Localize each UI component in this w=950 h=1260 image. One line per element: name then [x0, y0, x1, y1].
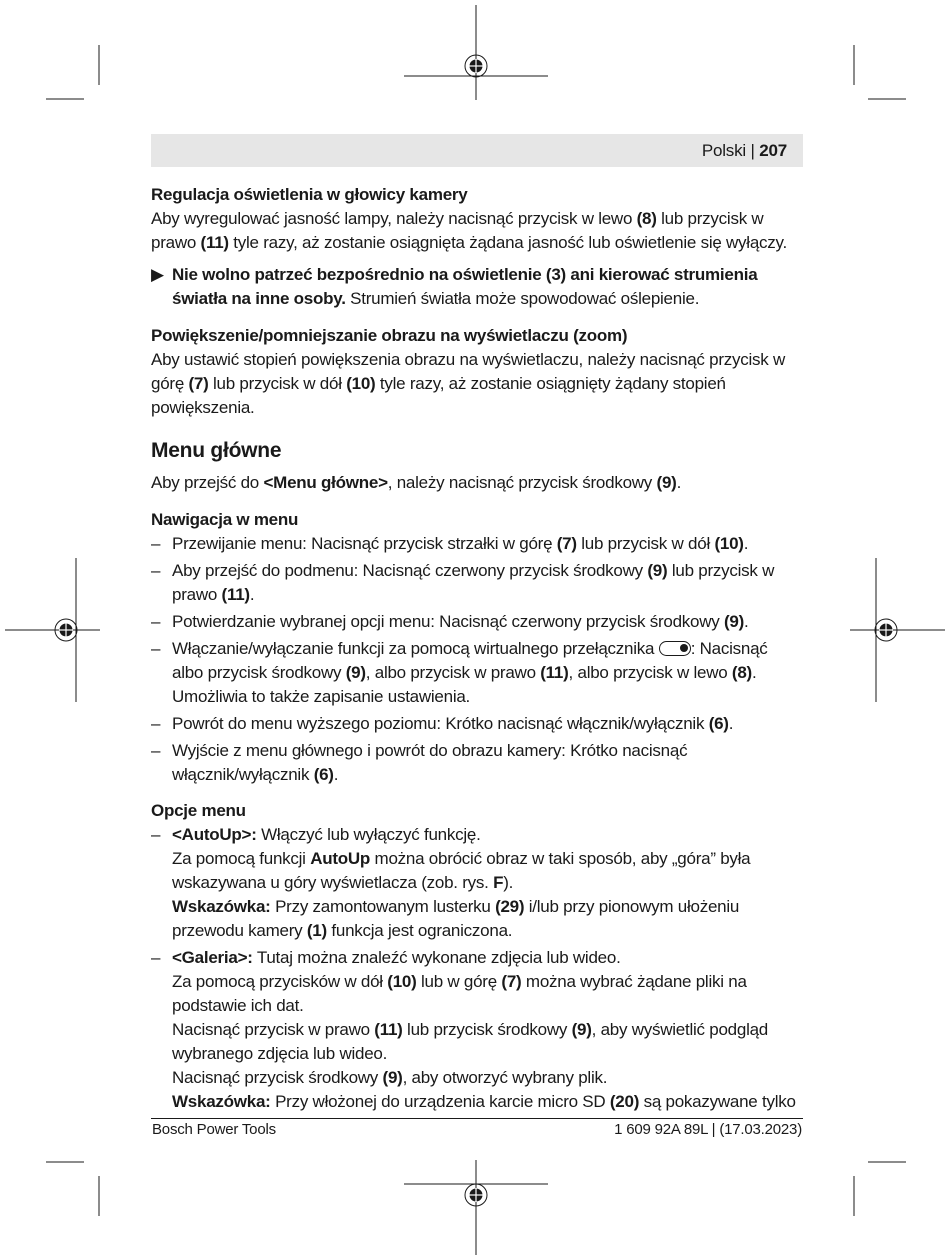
warning-text: Strumień światła może spowodować oślepienie.	[345, 289, 700, 308]
list-item: – Wyjście z menu głównego i powrót do obrazu kamery: Krótko nacisnąć włącznik/wyłącznik (6).	[151, 741, 688, 784]
list-item: – Włączanie/wyłączanie funkcji za pomocą wirtualnego przełącznika : Nacisnąć albo przycisk środkowy (9), albo przycisk w prawo (11), albo przycisk w lewo (8). Umożliwia to także zapisanie ustawienia.	[151, 639, 768, 706]
page-header-text	[702, 141, 787, 161]
header-language: Polski	[701, 141, 746, 160]
toggle-switch-icon	[659, 641, 691, 656]
list-item-autoup: – <AutoUp>: Włączyć lub wyłączyć funkcję. Za pomocą funkcji AutoUp można obrócić obraz w taki sposób, aby „góra” była wskazywana u góry wyświetlacza (zob. rys. F). Wskazówka: Przy zamontowanym lusterku (29) i/lub przy pionowym ułożeniu przewodu kamery (1) funkcja jest ograniczona.	[151, 825, 751, 940]
list-item: – Potwierdzanie wybranej opcji menu: Nacisnąć czerwony przycisk środkowy (9).	[151, 612, 749, 631]
footer-document-id: 1 609 92A 89L | (17.03.2023)	[614, 1121, 802, 1138]
section-heading-main-menu: Menu główne	[151, 439, 282, 462]
paragraph-zoom: Aby ustawić stopień powiększenia obrazu na wyświetlaczu, należy nacisnąć przycisk w górę (7) lub przycisk w dół (10) tyle razy, aż zostanie osiągnięty żądany stopień powiększenia.	[151, 350, 786, 417]
section-heading-options: Opcje menu	[151, 801, 246, 820]
page-number: 207	[759, 141, 787, 160]
footer-divider	[151, 1118, 803, 1119]
paragraph-main-menu: Aby przejść do <Menu główne>, należy nacisnąć przycisk środkowy (9).	[151, 473, 682, 492]
warning-arrow-icon: ▶	[151, 265, 164, 284]
list-item-gallery: – <Galeria>: Tutaj można znaleźć wykonane zdjęcia lub wideo. Za pomocą przycisków w dół (10) lub w górę (7) można wybrać żądane pliki na podstawie ich dat. Nacisnąć przycisk w prawo (11) lub przycisk środkowy (9), aby wyświetlić podgląd wybranego zdjęcia lub wideo. Nacisnąć przycisk środkowy (9), aby otworzyć wybrany plik. Wskazówka: Przy włożonej do urządzenia karcie micro SD (20) są pokazywane tylko	[151, 948, 796, 1111]
footer-brand: Bosch Power Tools	[152, 1121, 276, 1138]
warning-note	[151, 263, 803, 311]
paragraph-lighting: Aby wyregulować jasność lampy, należy nacisnąć przycisk w lewo (8) lub przycisk w prawo (11) tyle razy, aż zostanie osiągnięta żądana jasność lub oświetlenie się wyłączy.	[151, 209, 787, 252]
list-item: – Przewijanie menu: Nacisnąć przycisk strzałki w górę (7) lub przycisk w dół (10).	[151, 534, 749, 553]
page-body	[151, 183, 803, 1117]
section-heading-zoom: Powiększenie/pomniejszanie obrazu na wyświetlaczu (zoom)	[151, 326, 628, 345]
section-heading-lighting: Regulacja oświetlenia w głowicy kamery	[151, 185, 468, 204]
list-item: – Powrót do menu wyższego poziomu: Krótko nacisnąć włącznik/wyłącznik (6).	[151, 714, 734, 733]
page-header	[151, 134, 803, 167]
header-separator: |	[745, 141, 760, 160]
section-heading-navigation: Nawigacja w menu	[151, 510, 299, 529]
warning-bold-text: Nie wolno patrzeć bezpośrednio na oświetlenie (3) ani kierować strumienia światła na inne osoby.	[172, 265, 758, 308]
list-item: – Aby przejść do podmenu: Nacisnąć czerwony przycisk środkowy (9) lub przycisk w prawo (11).	[151, 561, 775, 604]
